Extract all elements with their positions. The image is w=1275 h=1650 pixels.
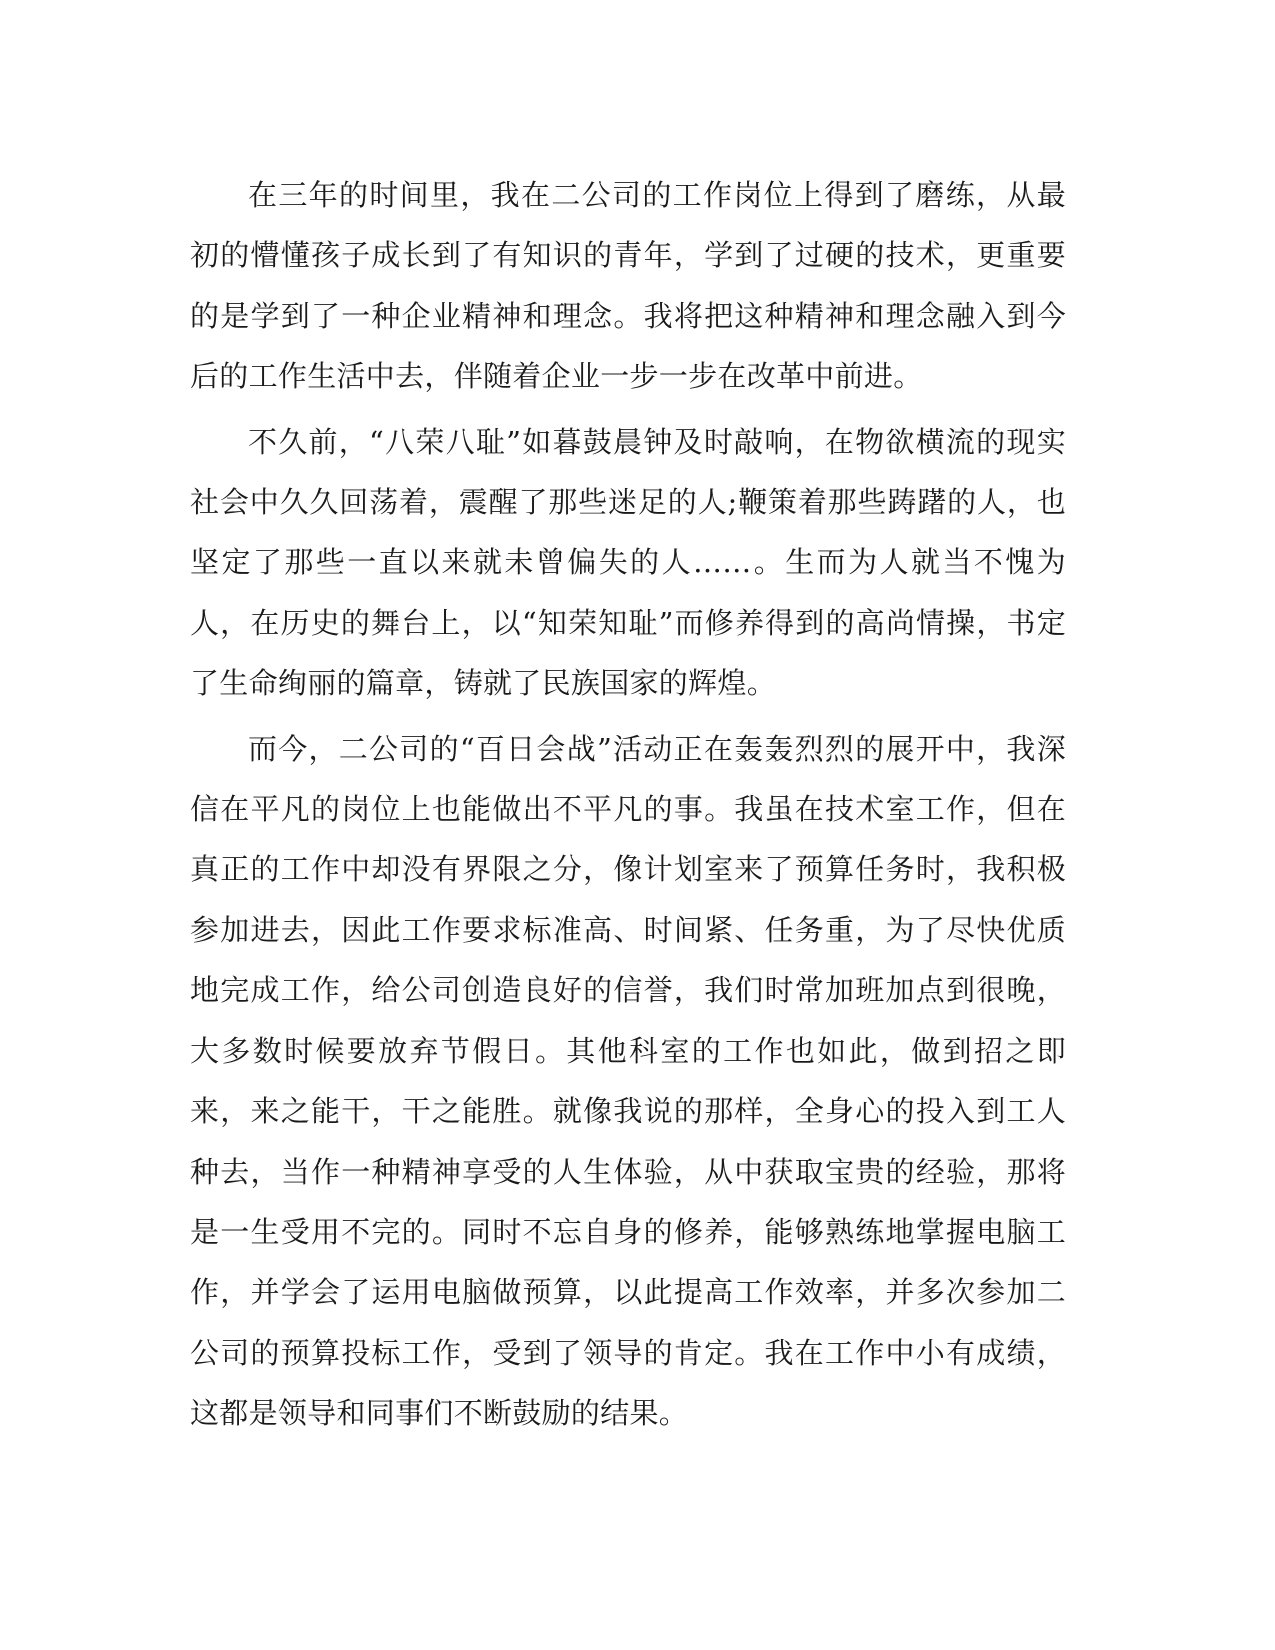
document-body: [190, 165, 1066, 1449]
paragraph-1: 在三年的时间里，我在二公司的工作岗位上得到了磨练，从最初的懵懂孩子成长到了有知识的青年，学到了过硬的技术，更重要的是学到了一种企业精神和理念。我将把这种精神和理念融入到今后的工作生活中去，伴随着企业一步一步在改革中前进。: [190, 178, 1066, 394]
paragraph-2: 不久前，“八荣八耻”如暮鼓晨钟及时敲响，在物欲横流的现实社会中久久回荡着，震醒了那些迷足的人;鞭策着那些踌躇的人，也坚定了那些一直以来就未曾偏失的人……。生而为人就当不愧为人，在历史的舞台上，以“知荣知耻”而修养得到的高尚情操，书定了生命绚丽的篇章，铸就了民族国家的辉煌。: [190, 424, 1066, 701]
paragraph-3: 而今，二公司的“百日会战”活动正在轰轰烈烈的展开中，我深信在平凡的岗位上也能做出不平凡的事。我虽在技术室工作，但在真正的工作中却没有界限之分，像计划室来了预算任务时，我积极参加进去，因此工作要求标准高、时间紧、任务重，为了尽快优质地完成工作，给公司创造良好的信誉，我们时常加班加点到很晚，大多数时候要放弃节假日。其他科室的工作也如此，做到招之即来，来之能干，干之能胜。就像我说的那样，全身心的投入到工人种去，当作一种精神享受的人生体验，从中获取宝贵的经验，那将是一生受用不完的。同时不忘自身的修养，能够熟练地掌握电脑工作，并学会了运用电脑做预算，以此提高工作效率，并多次参加二公司的预算投标工作，受到了领导的肯定。我在工作中小有成绩，这都是领导和同事们不断鼓励的结果。: [190, 731, 1066, 1431]
